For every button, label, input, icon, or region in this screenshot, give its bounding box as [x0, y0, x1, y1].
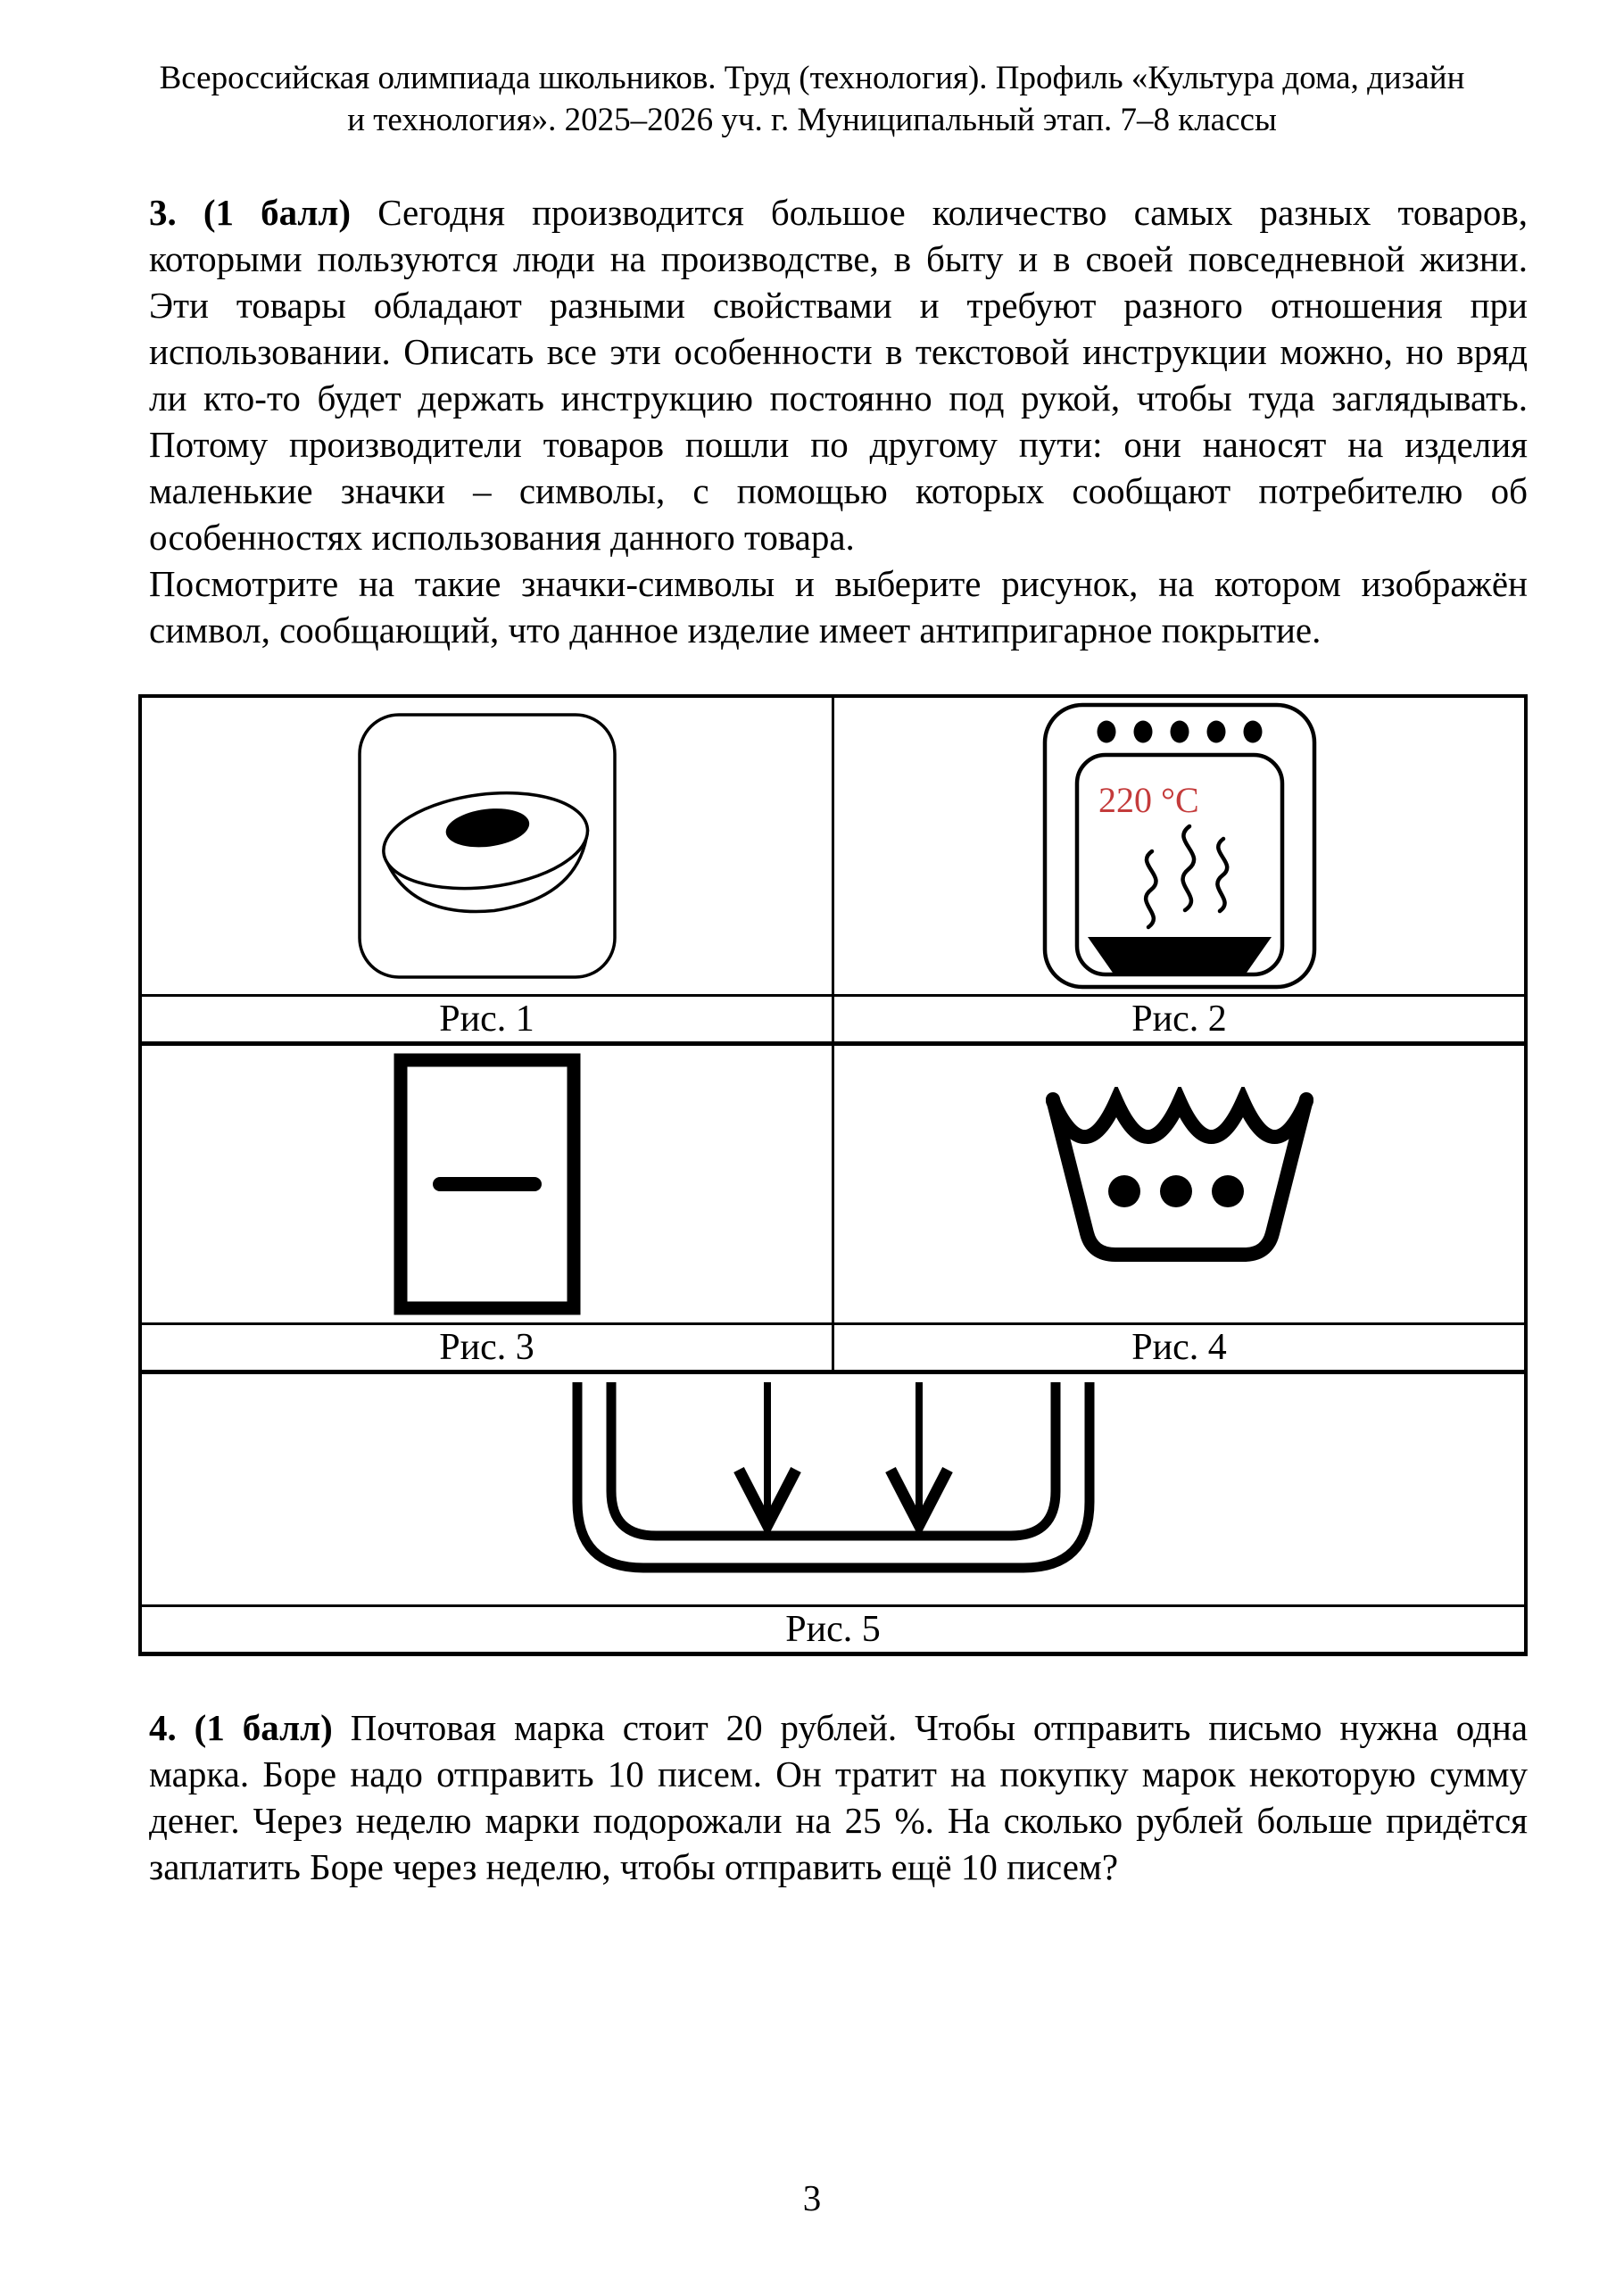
figure-2-caption: Рис. 2	[833, 996, 1527, 1044]
dish-shape	[1088, 937, 1272, 973]
question-3-text: Сегодня производится большое количество самых разных товаров, которыми пользуются люди на производстве, в быту и в своей повседневной жизни. Эти товары обладают разными свойствами и требуют разного отношения при использовании. Описать все эти особенности в текстовой инструкции можно, но вряд ли кто-то будет держать инструкцию постоянно под рукой, чтобы туда заглядывать. Потому производители товаров пошли по другому пути: они наносят на изделия маленькие значки – символы, с помощью которых сообщают потребителю об особенностях использования данного товара.	[149, 192, 1529, 558]
page-content	[0, 189, 1624, 1890]
non-stick-pan-arrows-symbol-icon	[556, 1379, 1111, 1600]
dry-flat-square-symbol-icon	[393, 1052, 582, 1316]
figure-4-caption: Рис. 4	[833, 1324, 1527, 1372]
cookware-disc-symbol-icon	[356, 711, 618, 981]
figure-2-cell	[833, 696, 1527, 996]
down-arrows	[739, 1382, 948, 1525]
oven-heat-symbol-icon	[1041, 701, 1318, 991]
question-3-label: 3. (1 балл)	[149, 192, 352, 233]
figure-caption-row-3	[140, 1606, 1526, 1654]
figure-caption-row-2	[140, 1324, 1526, 1372]
oven-temperature-label: 220 °C	[1098, 780, 1199, 820]
figure-5-caption: Рис. 5	[140, 1606, 1526, 1654]
figure-caption-row-1	[140, 996, 1526, 1044]
question-4-label: 4. (1 балл)	[149, 1707, 333, 1748]
figure-3-cell	[140, 1044, 833, 1324]
figure-1-cell	[140, 696, 833, 996]
question-4-paragraph	[149, 1704, 1528, 1890]
figure-image-row-3	[140, 1372, 1526, 1606]
header-line-2: и технология». 2025–2026 уч. г. Муниципальный этап. 7–8 классы	[347, 102, 1277, 138]
question-4-text: Почтовая марка стоит 20 рублей. Чтобы отправить письмо нужна одна марка. Боре надо отправить 10 писем. Он тратит на покупку марок некоторую сумму денег. Через неделю марки подорожали на 25 %. На сколько рублей больше придётся заплатить Боре через неделю, чтобы отправить ещё 10 писем?	[149, 1707, 1529, 1887]
wash-dots	[1108, 1175, 1244, 1207]
figure-5-cell	[140, 1372, 1526, 1606]
figure-3-caption: Рис. 3	[140, 1324, 833, 1372]
question-3-instruction: Посмотрите на такие значки-символы и выберите рисунок, на котором изображён символ, сообщающий, что данное изделие имеет антипригарное покрытие.	[149, 563, 1528, 651]
figure-image-row-1	[140, 696, 1526, 996]
water-wave	[1053, 1101, 1306, 1137]
figure-4-cell	[833, 1044, 1527, 1324]
header-line-1: Всероссийская олимпиада школьников. Труд (технология). Профиль «Культура дома, дизайн	[159, 60, 1465, 96]
page-header	[0, 0, 1624, 141]
question-3-paragraph	[149, 189, 1528, 560]
pan-walls	[577, 1382, 1090, 1568]
wash-tub-three-dots-symbol-icon	[1032, 1087, 1328, 1281]
figures-table	[138, 694, 1528, 1656]
page-number: 3	[802, 2177, 822, 2218]
figure-1-caption: Рис. 1	[140, 996, 833, 1044]
figure-image-row-2	[140, 1044, 1526, 1324]
